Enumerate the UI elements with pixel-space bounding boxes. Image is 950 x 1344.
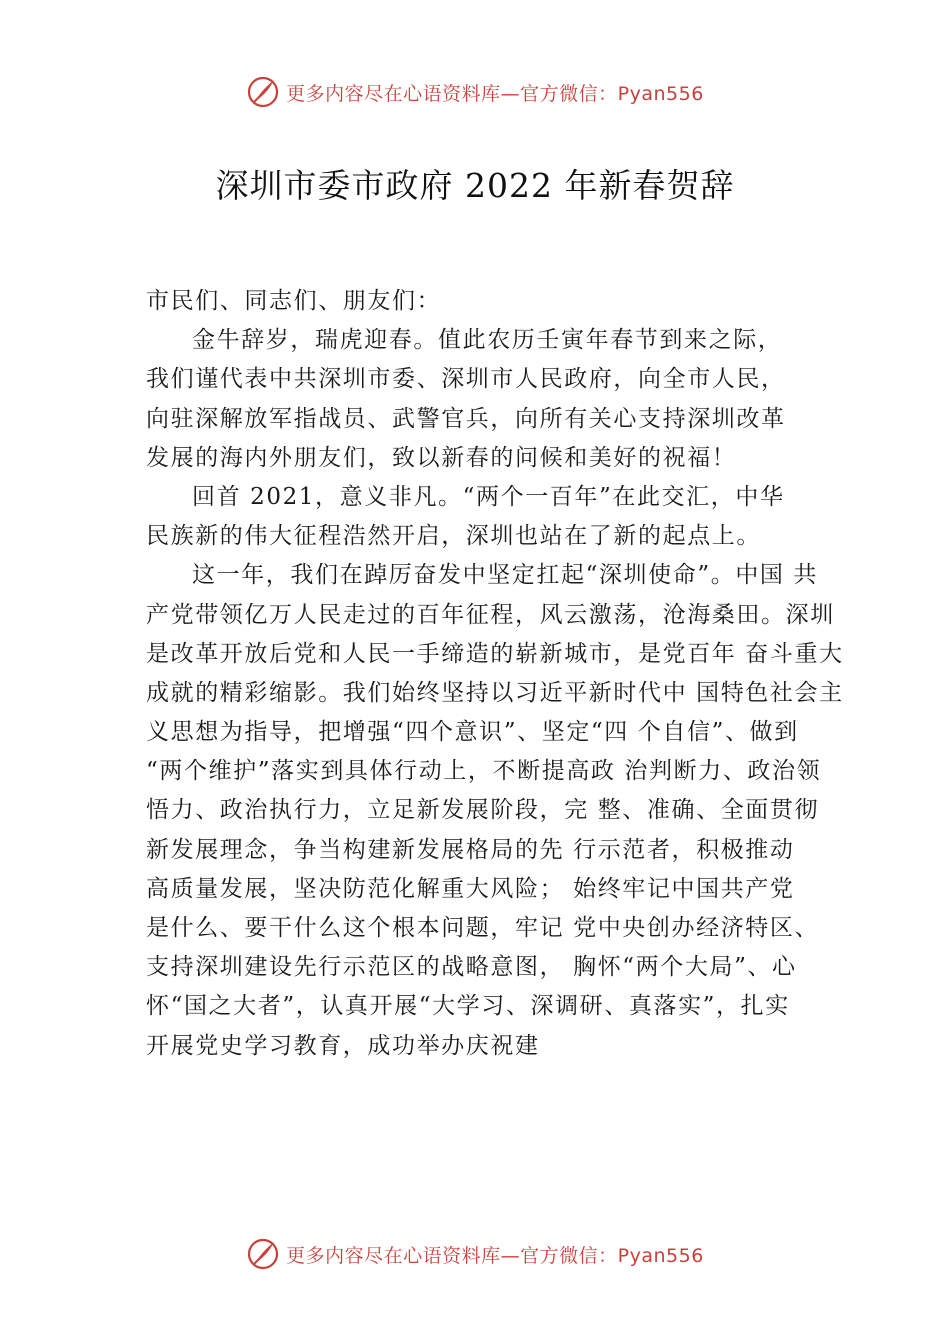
paragraph-line: 是改革开放后党和人民一手缔造的崭新城市，是党百年 奋斗重大: [146, 640, 844, 667]
watermark-header: [0, 70, 950, 114]
paragraph-line: 支持深圳建设先行示范区的战略意图， 胸怀“两个大局”、心: [146, 954, 797, 981]
watermark-text: 更多内容尽在心语资料库—官方微信：Pyan556: [286, 1244, 704, 1267]
paragraph-line: 产党带领亿万人民走过的百年征程，风云激荡，沧海桑田。深圳: [146, 601, 835, 628]
quill-circle-logo-icon: [246, 1237, 280, 1271]
paragraph-line: 是什么、要干什么这个根本问题，牢记 党中央创办经济特区、: [146, 915, 820, 941]
paragraph-line: 金牛辞岁，瑞虎迎春。值此农历壬寅年春节到来之际，: [192, 327, 783, 354]
paragraph-line: 回首 2021，意义非凡。“两个一百年”在此交汇，中华: [192, 483, 785, 510]
watermark-text: 更多内容尽在心语资料库—官方微信：Pyan556: [286, 82, 704, 105]
paragraph-line: 高质量发展，坚决防范化解重大风险； 始终牢记中国共产党: [146, 875, 795, 902]
paragraph-line: 向驻深解放军指战员、武警官兵，向所有关心支持深圳改革: [146, 405, 786, 432]
paragraph-line: 怀“国之大者”，认真开展“大学习、深调研、真落实”，扎实: [146, 993, 790, 1020]
paragraph-line: 民族新的伟大征程浩然开启，深圳也站在了新的起点上。: [146, 523, 761, 550]
greeting: 市民们、同志们、朋友们：: [146, 288, 442, 314]
paragraph-line: 成就的精彩缩影。我们始终坚持以习近平新时代中 国特色社会主: [146, 679, 844, 706]
document-title: 深圳市委市政府 2022 年新春贺辞: [215, 166, 735, 205]
paragraph-line: 这一年，我们在踔厉奋发中坚定扛起“深圳使命”。中国 共: [192, 562, 819, 589]
paragraph-line: 悟力、政治执行力，立足新发展阶段，完 整、准确、全面贯彻: [146, 797, 820, 824]
document-body: [146, 282, 844, 1066]
paragraph-line: 义思想为指导，把增强“四个意识”、坚定“四 个自信”、做到: [146, 719, 799, 746]
paragraph-line: 我们谨代表中共深圳市委、深圳市人民政府，向全市人民，: [146, 366, 786, 393]
quill-circle-logo-icon: [246, 75, 280, 109]
paragraph-line: 开展党史学习教育，成功举办庆祝建: [146, 1032, 540, 1059]
paragraph-line: 新发展理念，争当构建新发展格局的先 行示范者，积极推动: [146, 836, 795, 863]
paragraph-line: “两个维护”落实到具体行动上，不断提高政 治判断力、政治领: [146, 758, 822, 785]
paragraph-line: 发展的海内外朋友们，致以新春的问候和美好的祝福！: [146, 444, 737, 471]
watermark-footer: [0, 1232, 950, 1276]
